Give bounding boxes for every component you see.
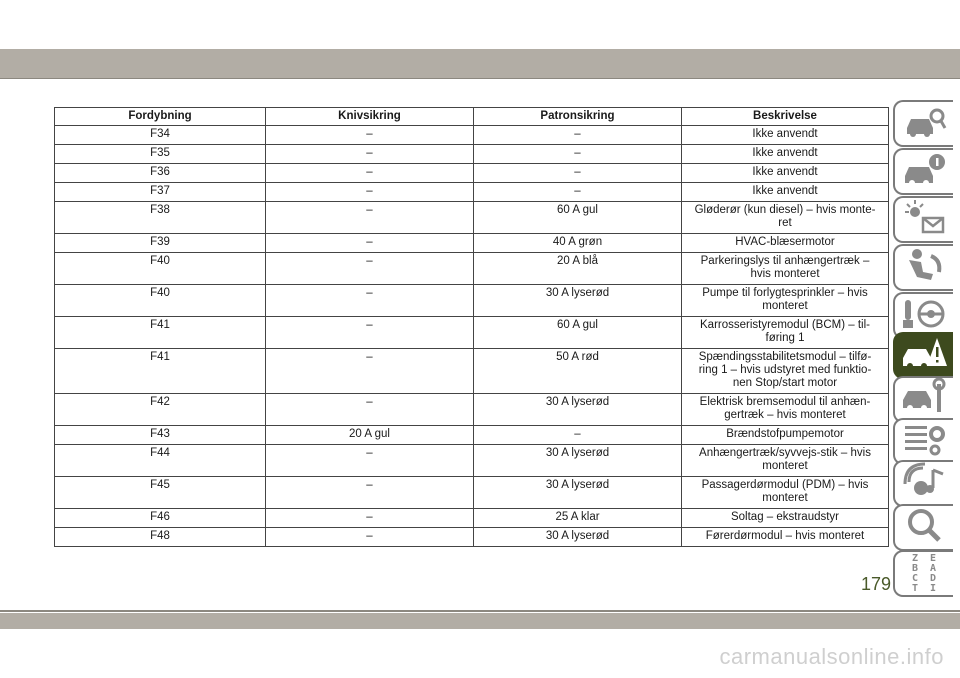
cell-fordybning: F41 [55,317,266,349]
table-row [55,509,889,528]
sidebar-tab-car-wrench[interactable] [893,376,953,423]
cell-fordybning: F45 [55,477,266,509]
cell-patronsikring: – [474,426,682,445]
cell-beskrivelse: Førerdørmodul – hvis monteret [682,528,889,547]
cell-patronsikring: 50 A rød [474,349,682,394]
header-knivsikring: Knivsikring [266,108,474,126]
table-row [55,394,889,426]
car-info-icon [901,150,947,193]
cell-patronsikring: 30 A lyserød [474,477,682,509]
alphabetical-index-icon: Z E B A C D T I [911,552,937,594]
table-row [55,183,889,202]
cell-knivsikring: – [266,528,474,547]
cell-fordybning: F44 [55,445,266,477]
cell-knivsikring: – [266,445,474,477]
cell-beskrivelse: Anhængertræk/syvvejs-stik – hvis monteret [682,445,889,477]
cell-fordybning: F34 [55,126,266,145]
table-row [55,126,889,145]
sidebar-tab-magnifier[interactable] [893,504,953,551]
cell-beskrivelse: Gløderør (kun diesel) – hvis monte- ret [682,202,889,234]
sidebar-tab-car-info[interactable] [893,148,953,195]
cell-fordybning: F40 [55,253,266,285]
header-beskrivelse: Beskrivelse [682,108,889,126]
table-row [55,528,889,547]
cell-patronsikring: – [474,183,682,202]
cell-patronsikring: 30 A lyserød [474,394,682,426]
cell-patronsikring: – [474,145,682,164]
cell-fordybning: F37 [55,183,266,202]
cell-patronsikring: 20 A blå [474,253,682,285]
cell-beskrivelse: Parkeringslys til anhængertræk – hvis monteret [682,253,889,285]
table-row [55,477,889,509]
table-row [55,349,889,394]
cell-beskrivelse: Elektrisk bremsemodul til anhæn- gertræk – hvis monteret [682,394,889,426]
header-fordybning: Fordybning [55,108,266,126]
cell-patronsikring: 30 A lyserød [474,285,682,317]
cell-patronsikring: 60 A gul [474,202,682,234]
cell-beskrivelse: Ikke anvendt [682,145,889,164]
cell-knivsikring: – [266,285,474,317]
cell-fordybning: F38 [55,202,266,234]
cell-fordybning: F39 [55,234,266,253]
seat-airbag-icon [901,246,947,289]
cell-beskrivelse: Brændstofpumpemotor [682,426,889,445]
cell-knivsikring: – [266,253,474,285]
cell-patronsikring: 40 A grøn [474,234,682,253]
cell-knivsikring: – [266,202,474,234]
cell-fordybning: F35 [55,145,266,164]
bottom-band-rule [0,610,960,612]
top-band-rule [0,78,960,79]
cell-patronsikring: 30 A lyserød [474,445,682,477]
table-row [55,285,889,317]
cell-fordybning: F48 [55,528,266,547]
cell-beskrivelse: HVAC-blæsermotor [682,234,889,253]
table-row [55,164,889,183]
top-header-band [0,49,960,78]
warning-light-message-icon [901,198,947,241]
cell-beskrivelse: Karrosseristyremodul (BCM) – til- føring 1 [682,317,889,349]
magnifier-icon [901,506,947,549]
cell-knivsikring: – [266,509,474,528]
table-row [55,145,889,164]
cell-patronsikring: – [474,164,682,183]
cell-fordybning: F42 [55,394,266,426]
cell-knivsikring: – [266,317,474,349]
multimedia-icon [901,462,947,505]
cell-beskrivelse: Ikke anvendt [682,126,889,145]
cell-beskrivelse: Passagerdørmodul (PDM) – hvis monteret [682,477,889,509]
cell-knivsikring: 20 A gul [266,426,474,445]
table-row [55,426,889,445]
watermark-text: carmanualsonline.info [719,644,944,669]
car-search-icon [901,102,947,145]
sidebar-tab-seat-airbag[interactable] [893,244,953,291]
cell-fordybning: F46 [55,509,266,528]
cell-knivsikring: – [266,349,474,394]
cell-fordybning: F40 [55,285,266,317]
cell-knivsikring: – [266,394,474,426]
fuse-table [54,107,889,547]
cell-beskrivelse: Ikke anvendt [682,183,889,202]
sidebar-tab-warning-light-message[interactable] [893,196,953,243]
sidebar-tab-alphabetical-index[interactable] [893,550,953,597]
table-row [55,202,889,234]
steering-wheel-key-icon [901,294,947,337]
cell-knivsikring: – [266,234,474,253]
specifications-gear-icon [901,420,947,463]
car-hazard-icon [901,334,947,377]
sidebar-tab-car-search[interactable] [893,100,953,147]
table-row [55,253,889,285]
cell-fordybning: F43 [55,426,266,445]
page-number: 179 [860,574,892,594]
table-row [55,445,889,477]
cell-patronsikring: 25 A klar [474,509,682,528]
cell-beskrivelse: Soltag – ekstraudstyr [682,509,889,528]
table-row [55,234,889,253]
cell-knivsikring: – [266,183,474,202]
header-patronsikring: Patronsikring [474,108,682,126]
cell-patronsikring: 60 A gul [474,317,682,349]
cell-patronsikring: – [474,126,682,145]
table-header-row [55,108,889,126]
cell-patronsikring: 30 A lyserød [474,528,682,547]
cell-knivsikring: – [266,164,474,183]
cell-beskrivelse: Pumpe til forlygtesprinkler – hvis monteret [682,285,889,317]
cell-knivsikring: – [266,126,474,145]
cell-beskrivelse: Ikke anvendt [682,164,889,183]
car-wrench-icon [901,378,947,421]
table-row [55,317,889,349]
cell-beskrivelse: Spændingsstabilitetsmodul – tilfø- ring 1 – hvis udstyret med funktio- nen Stop/start motor [682,349,889,394]
cell-fordybning: F36 [55,164,266,183]
sidebar-tab-specifications-gear[interactable] [893,418,953,465]
cell-knivsikring: – [266,145,474,164]
sidebar-tab-car-hazard[interactable] [893,332,953,379]
sidebar-tab-multimedia[interactable] [893,460,953,507]
cell-knivsikring: – [266,477,474,509]
bottom-footer-band [0,613,960,629]
cell-fordybning: F41 [55,349,266,394]
